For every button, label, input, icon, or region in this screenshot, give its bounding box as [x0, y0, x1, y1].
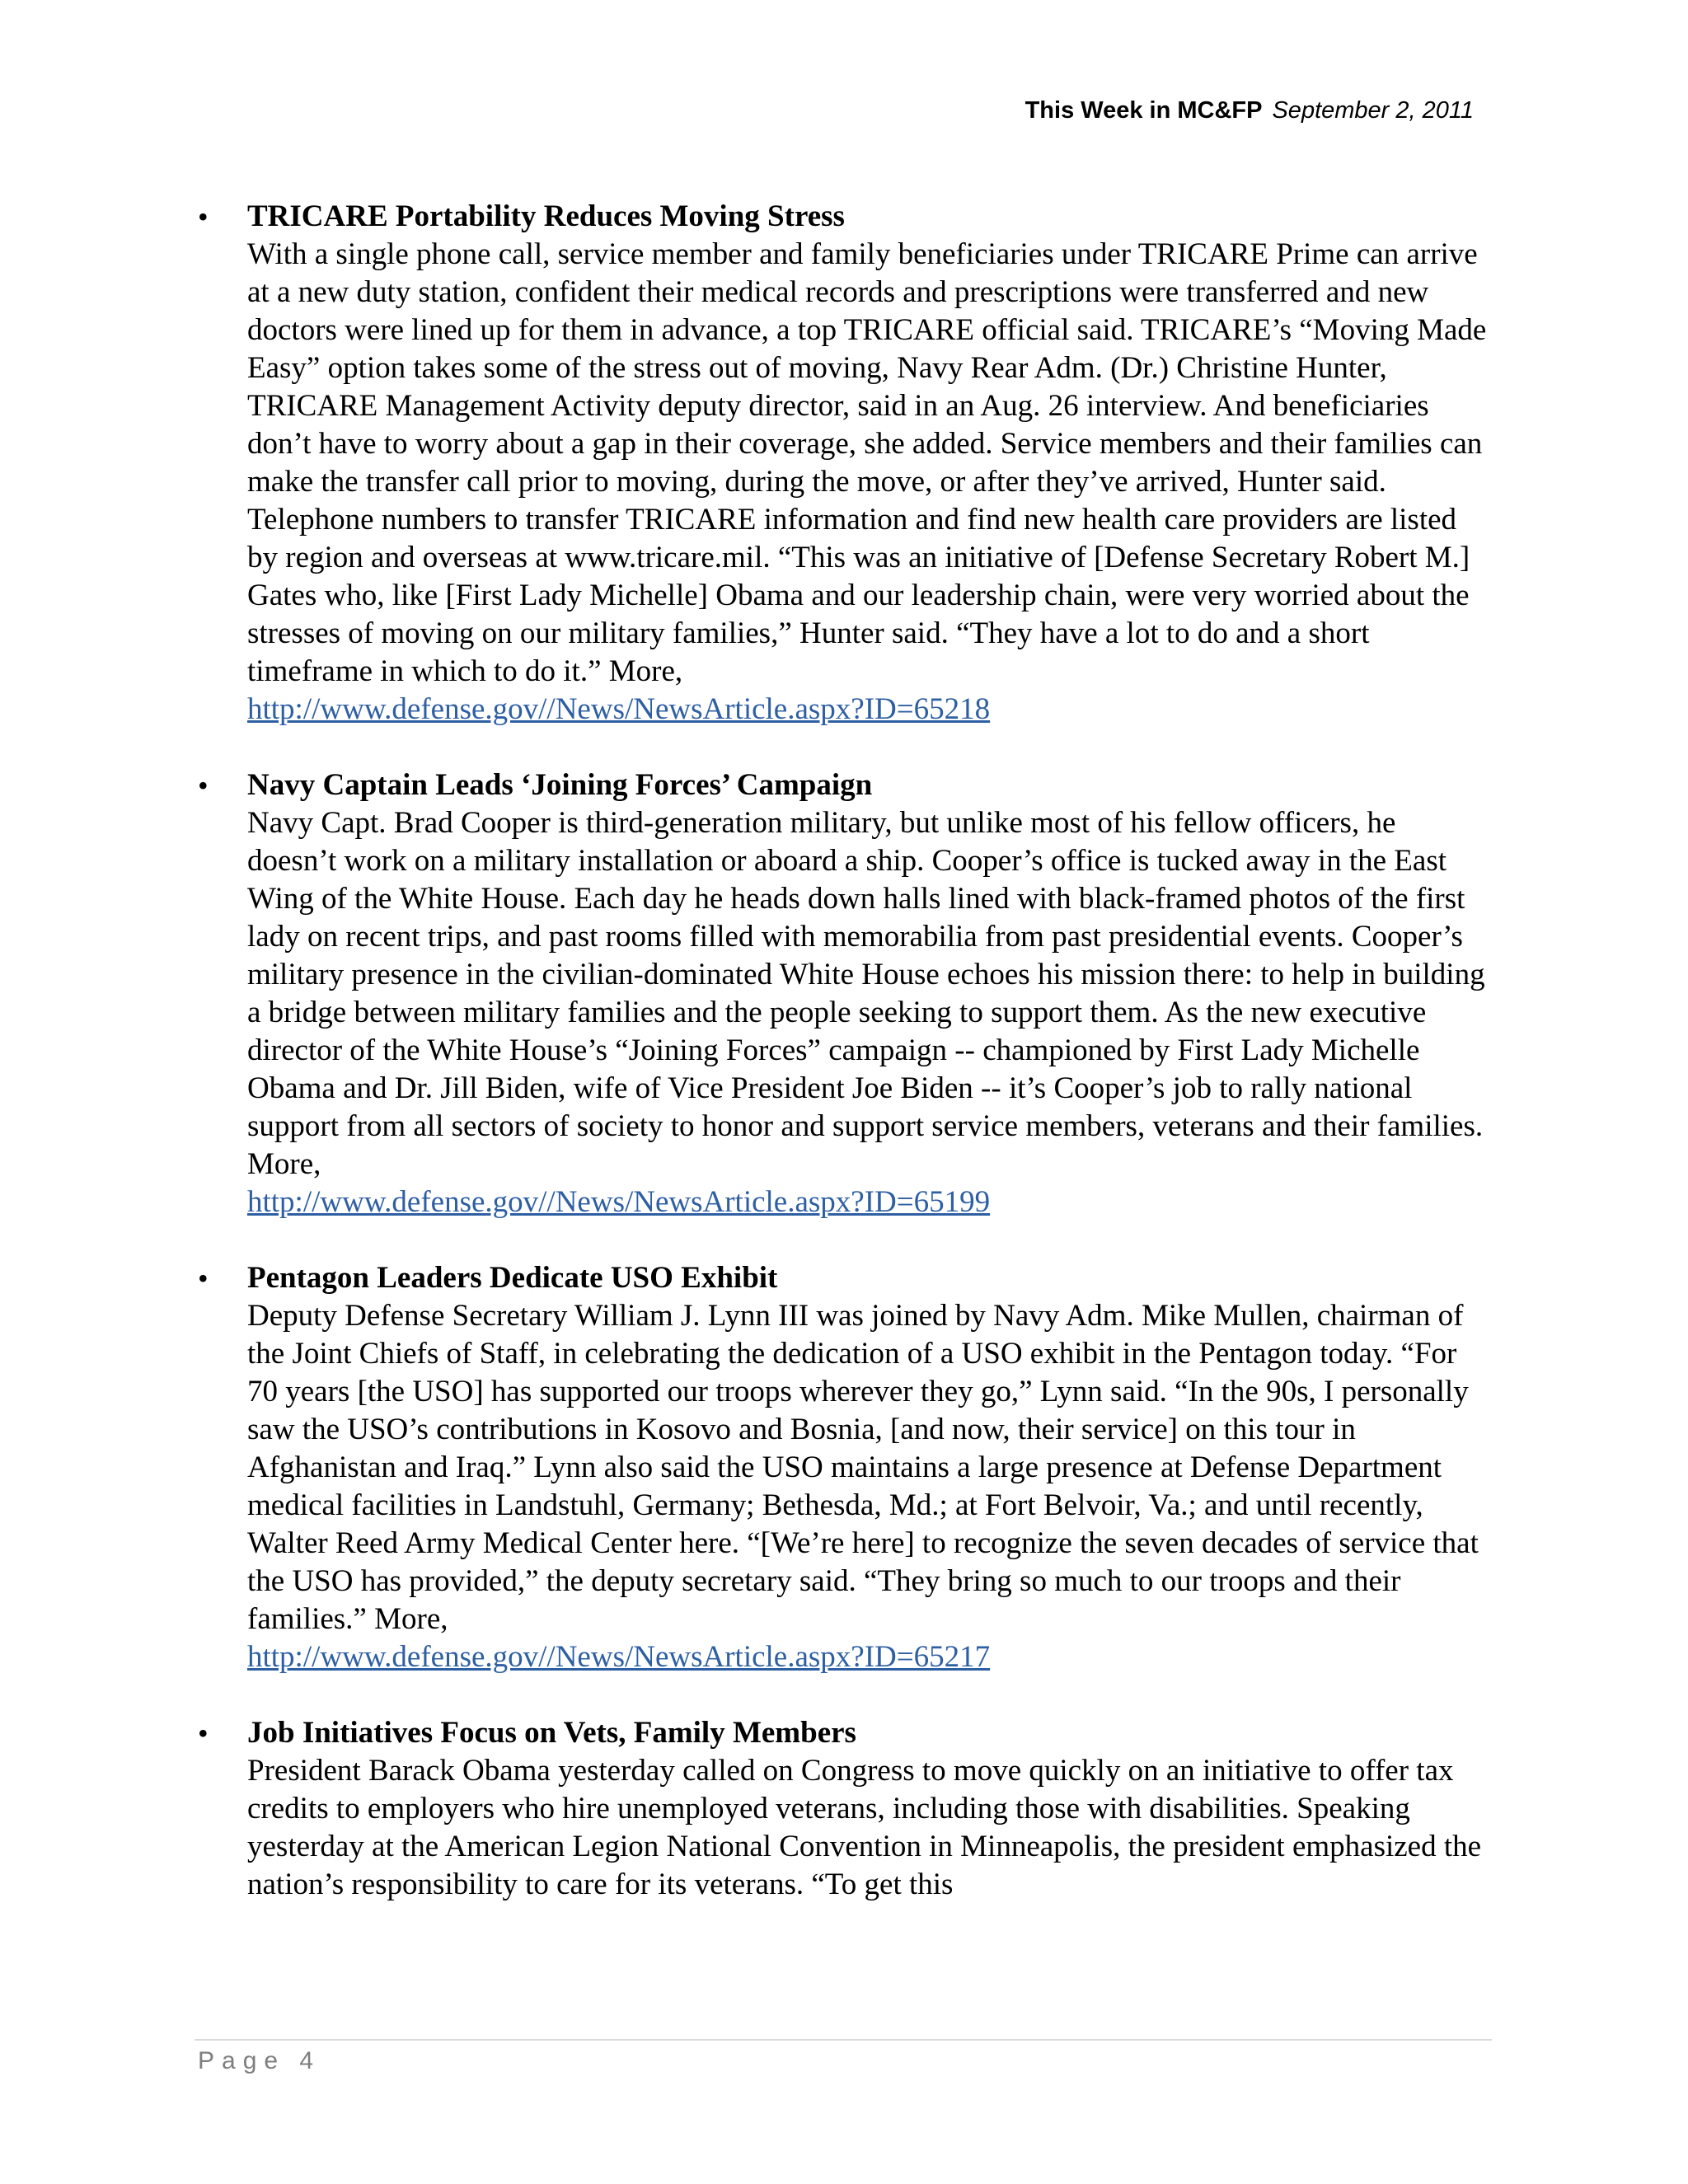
page-header [1025, 97, 1474, 124]
article-job-initiatives [198, 1714, 1492, 1904]
bullet-icon: • [198, 1717, 209, 1750]
bullet-icon: • [198, 200, 209, 233]
article-body: With a single phone call, service member and family beneficiaries under TRICARE Prime can arrive at a new duty station, confident their medical records and prescriptions were transferred and new doctors were lined up for them in advance, a top TRICARE official said. TRICARE’s “Moving Made Easy” option takes some of the stress out of moving, Navy Rear Adm. (Dr.) Christine Hunter, TRICARE Management Activity deputy director, said in an Aug. 26 interview. And beneficiaries don’t have to worry about a gap in their coverage, she added. Service members and their families can make the transfer call prior to moving, during the move, or after they’ve arrived, Hunter said. Telephone numbers to transfer TRICARE information and find new health care providers are listed by region and overseas at www.tricare.mil. “This was an initiative of [Defense Secretary Robert M.] Gates who, like [First Lady Michelle] Obama and our leadership chain, were very worried about the stresses of moving on our military families,” Hunter said. “They have a lot to do and a short timeframe in which to do it.” More, [247, 237, 1487, 688]
page-number: Page 4 [198, 2047, 321, 2074]
footer-divider [195, 2039, 1492, 2041]
article-title: Navy Captain Leads ‘Joining Forces’ Campaign [247, 768, 873, 802]
article-link[interactable]: http://www.defense.gov//News/NewsArticle.aspx?ID=65217 [247, 1640, 991, 1674]
article-uso-exhibit [198, 1259, 1492, 1676]
article-tricare [198, 198, 1492, 729]
bullet-icon: • [198, 1262, 209, 1295]
article-body: President Barack Obama yesterday called on Congress to move quickly on an initiative to offer tax credits to employers who hire unemployed veterans, including those with disabilities. Speaking yesterday at the American Legion National Convention in Minneapolis, the president emphasized the nation’s responsibility to care for its veterans. “To get this [247, 1754, 1482, 1901]
publication-date: September 2, 2011 [1272, 97, 1474, 124]
article-title: Pentagon Leaders Dedicate USO Exhibit [247, 1261, 778, 1295]
article-link[interactable]: http://www.defense.gov//News/NewsArticle.aspx?ID=65199 [247, 1185, 991, 1219]
article-body: Deputy Defense Secretary William J. Lynn III was joined by Navy Adm. Mike Mullen, chairman of the Joint Chiefs of Staff, in celebrating the dedication of a USO exhibit in the Pentagon today. “For 70 years [the USO] has supported our troops wherever they go,” Lynn said. “In the 90s, I personally saw the USO’s contributions in Kosovo and Bosnia, [and now, their service] on this tour in Afghanistan and Iraq.” Lynn also said the USO maintains a large presence at Defense Department medical facilities in Landstuhl, Germany; Bethesda, Md.; at Fort Belvoir, Va.; and until recently, Walter Reed Army Medical Center here. “[We’re here] to recognize the seven decades of service that the USO has provided,” the deputy secretary said. “They bring so much to our troops and their families.” More, [247, 1299, 1479, 1636]
bullet-icon: • [198, 769, 209, 802]
article-title: Job Initiatives Focus on Vets, Family Members [247, 1716, 856, 1750]
article-title: TRICARE Portability Reduces Moving Stress [247, 199, 845, 233]
article-body: Navy Capt. Brad Cooper is third-generation military, but unlike most of his fellow officers, he doesn’t work on a military installation or aboard a ship. Cooper’s office is tucked away in the East Wing of the White House. Each day he heads down halls lined with black-framed photos of the first lady on recent trips, and past rooms filled with memorabilia from past presidential events. Cooper’s military presence in the civilian-dominated White House echoes his mission there: to help in building a bridge between military families and the people seeking to support them. As the new executive director of the White House’s “Joining Forces” campaign -- championed by First Lady Michelle Obama and Dr. Jill Biden, wife of Vice President Joe Biden -- it’s Cooper’s job to rally national support from all sectors of society to honor and support service members, veterans and their families. More, [247, 806, 1485, 1181]
article-link[interactable]: http://www.defense.gov//News/NewsArticle.aspx?ID=65218 [247, 692, 991, 726]
article-list [198, 198, 1492, 1942]
article-joining-forces [198, 766, 1492, 1221]
publication-title: This Week in MC&FP [1025, 97, 1263, 124]
